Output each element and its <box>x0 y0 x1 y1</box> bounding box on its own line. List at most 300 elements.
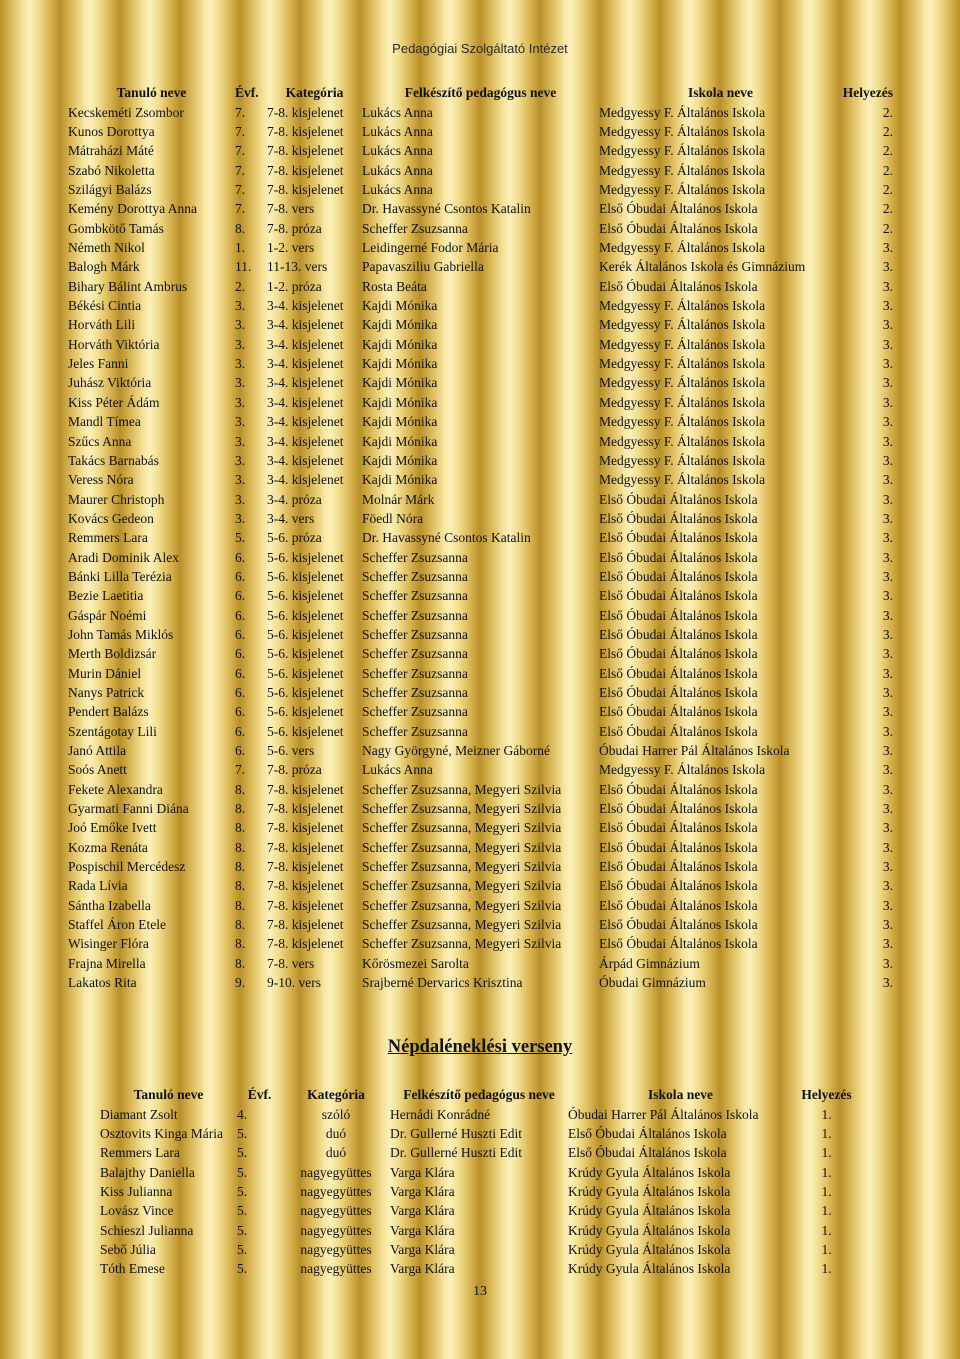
col-header-school: Iskola neve <box>648 1087 713 1102</box>
grade-cell: 7. <box>235 762 246 778</box>
teacher-cell: Dr. Havassyné Csontos Katalin <box>362 530 531 546</box>
teacher-cell: Föedl Nóra <box>362 510 424 526</box>
grade-cell: 5. <box>237 1203 248 1219</box>
grade-cell: 11. <box>235 259 252 275</box>
table-row <box>68 780 893 799</box>
student-name-cell: John Tamás Miklós <box>68 626 174 642</box>
school-cell: Medgyessy F. Általános Iskola <box>599 162 766 178</box>
category-cell: nagyegyüttes <box>300 1242 372 1258</box>
rank-cell: 2. <box>882 182 893 198</box>
teacher-cell: Scheffer Zsuzsanna, Megyeri Szilvia <box>362 839 562 855</box>
school-cell: Óbudai Harrer Pál Általános Iskola <box>599 743 790 759</box>
rank-cell: 3. <box>882 704 893 720</box>
table-row <box>68 219 893 238</box>
table-row <box>68 529 893 548</box>
table-row <box>68 857 893 876</box>
rank-cell: 3. <box>882 878 893 894</box>
grade-cell: 8. <box>235 220 246 236</box>
col-header-rank: Helyezés <box>842 85 893 100</box>
school-cell: Medgyessy F. Általános Iskola <box>599 317 766 333</box>
school-cell: Krúdy Gyula Általános Iskola <box>568 1203 731 1219</box>
teacher-cell: Kajdi Mónika <box>362 356 438 372</box>
table-row <box>68 973 893 992</box>
rank-cell: 3. <box>882 336 893 352</box>
school-cell: Első Óbudai Általános Iskola <box>599 839 758 855</box>
grade-cell: 3. <box>235 433 246 449</box>
student-name-cell: Szűcs Anna <box>68 433 132 449</box>
category-cell: 3-4. vers <box>267 510 315 526</box>
teacher-cell: Papavasziliu Gabriella <box>362 259 484 275</box>
rank-cell: 3. <box>882 975 893 991</box>
student-name-cell: Soós Anett <box>68 762 127 778</box>
school-cell: Medgyessy F. Általános Iskola <box>599 414 766 430</box>
rank-cell: 3. <box>882 936 893 952</box>
category-cell: 3-4. kisjelenet <box>267 356 344 372</box>
student-name-cell: Szentágotay Lili <box>68 723 157 739</box>
category-cell: 5-6. kisjelenet <box>267 684 344 700</box>
rank-cell: 3. <box>882 723 893 739</box>
school-cell: Krúdy Gyula Általános Iskola <box>568 1164 731 1180</box>
category-cell: 5-6. kisjelenet <box>267 665 344 681</box>
student-name-cell: Wisinger Flóra <box>68 936 149 952</box>
school-cell: Első Óbudai Általános Iskola <box>599 897 758 913</box>
teacher-cell: Kajdi Mónika <box>362 317 438 333</box>
category-cell: 7-8. vers <box>267 201 315 217</box>
table-row <box>68 509 893 528</box>
rank-cell: 3. <box>882 588 893 604</box>
student-name-cell: Rada Lívia <box>68 878 128 894</box>
grade-cell: 5. <box>237 1126 248 1142</box>
rank-cell: 1. <box>821 1164 832 1180</box>
school-cell: Első Óbudai Általános Iskola <box>599 530 758 546</box>
student-name-cell: Bihary Bálint Ambrus <box>68 278 188 294</box>
school-cell: Első Óbudai Általános Iskola <box>599 801 758 817</box>
school-cell: Első Óbudai Általános Iskola <box>599 665 758 681</box>
rank-cell: 3. <box>882 414 893 430</box>
col-header-teacher: Felkészítő pedagógus neve <box>404 85 557 100</box>
table-row <box>68 838 893 857</box>
teacher-cell: Scheffer Zsuzsanna <box>362 568 468 584</box>
rank-cell: 3. <box>882 955 893 971</box>
student-name-cell: Lovász Vince <box>100 1203 174 1219</box>
school-cell: Első Óbudai Általános Iskola <box>599 568 758 584</box>
teacher-cell: Hernádi Konrádné <box>390 1106 491 1122</box>
rank-cell: 1. <box>821 1203 832 1219</box>
student-name-cell: Bánki Lilla Terézia <box>68 568 172 584</box>
table-row <box>68 354 893 373</box>
grade-cell: 6. <box>235 588 246 604</box>
teacher-cell: Kajdi Mónika <box>362 394 438 410</box>
category-cell: 3-4. próza <box>267 491 322 507</box>
category-cell: 5-6. kisjelenet <box>267 549 344 565</box>
category-cell: 3-4. kisjelenet <box>267 375 344 391</box>
teacher-cell: Scheffer Zsuzsanna, Megyeri Szilvia <box>362 859 562 875</box>
teacher-cell: Scheffer Zsuzsanna <box>362 684 468 700</box>
student-name-cell: Mandl Tímea <box>68 414 141 430</box>
school-cell: Krúdy Gyula Általános Iskola <box>568 1184 731 1200</box>
page-header: Pedagógiai Szolgáltató Intézet <box>392 41 568 56</box>
category-cell: duó <box>325 1126 347 1142</box>
student-name-cell: Veress Nóra <box>68 472 134 488</box>
table-row <box>68 587 893 606</box>
rank-cell: 2. <box>882 220 893 236</box>
rank-cell: 3. <box>882 859 893 875</box>
table-row <box>68 915 893 934</box>
teacher-cell: Kajdi Mónika <box>362 414 438 430</box>
col-header-category: Kategória <box>285 85 344 100</box>
category-cell: 7-8. kisjelenet <box>267 781 344 797</box>
table-row <box>68 335 893 354</box>
table-row <box>68 703 893 722</box>
teacher-cell: Kajdi Mónika <box>362 375 438 391</box>
student-name-cell: Staffel Áron Etele <box>68 917 166 933</box>
category-cell: nagyegyüttes <box>300 1203 372 1219</box>
grade-cell: 8. <box>235 859 246 875</box>
category-cell: 7-8. kisjelenet <box>267 104 344 120</box>
teacher-cell: Lukács Anna <box>362 182 433 198</box>
teacher-cell: Scheffer Zsuzsanna <box>362 704 468 720</box>
category-cell: 7-8. kisjelenet <box>267 936 344 952</box>
student-name-cell: Békési Cintia <box>68 298 142 314</box>
grade-cell: 3. <box>235 510 246 526</box>
table-row <box>68 683 893 702</box>
rank-cell: 2. <box>882 124 893 140</box>
table-row <box>68 432 893 451</box>
col-header-school: Iskola neve <box>688 85 753 100</box>
grade-cell: 3. <box>235 298 246 314</box>
category-cell: 3-4. kisjelenet <box>267 414 344 430</box>
school-cell: Első Óbudai Általános Iskola <box>599 607 758 623</box>
rank-cell: 2. <box>882 162 893 178</box>
school-cell: Medgyessy F. Általános Iskola <box>599 143 766 159</box>
student-name-cell: Fekete Alexandra <box>68 781 163 797</box>
category-cell: 3-4. kisjelenet <box>267 336 344 352</box>
rank-cell: 3. <box>882 820 893 836</box>
rank-cell: 3. <box>882 839 893 855</box>
category-cell: 7-8. kisjelenet <box>267 897 344 913</box>
grade-cell: 5. <box>237 1184 248 1200</box>
student-name-cell: Juhász Viktória <box>68 375 152 391</box>
table-row <box>100 1105 860 1124</box>
category-cell: nagyegyüttes <box>300 1222 372 1238</box>
rank-cell: 3. <box>882 375 893 391</box>
teacher-cell: Kőrösmezei Sarolta <box>362 955 469 971</box>
grade-cell: 3. <box>235 394 246 410</box>
grade-cell: 5. <box>235 530 246 546</box>
rank-cell: 3. <box>882 801 893 817</box>
table-row <box>68 161 893 180</box>
table-row <box>68 548 893 567</box>
school-cell: Első Óbudai Általános Iskola <box>599 781 758 797</box>
student-name-cell: Kecskeméti Zsombor <box>68 104 184 120</box>
grade-cell: 6. <box>235 549 246 565</box>
folk-results-table <box>100 1085 860 1279</box>
category-cell: 3-4. kisjelenet <box>267 394 344 410</box>
category-cell: nagyegyüttes <box>300 1261 372 1277</box>
teacher-cell: Kajdi Mónika <box>362 298 438 314</box>
rank-cell: 1. <box>821 1145 832 1161</box>
rank-cell: 1. <box>821 1222 832 1238</box>
student-name-cell: Kovács Gedeon <box>68 510 154 526</box>
grade-cell: 3. <box>235 375 246 391</box>
teacher-cell: Scheffer Zsuzsanna, Megyeri Szilvia <box>362 878 562 894</box>
teacher-cell: Dr. Gullerné Huszti Edit <box>390 1145 522 1161</box>
student-name-cell: Szabó Nikoletta <box>68 162 155 178</box>
rank-cell: 3. <box>882 781 893 797</box>
grade-cell: 6. <box>235 607 246 623</box>
teacher-cell: Kajdi Mónika <box>362 433 438 449</box>
category-cell: 7-8. kisjelenet <box>267 801 344 817</box>
grade-cell: 8. <box>235 955 246 971</box>
category-cell: 7-8. kisjelenet <box>267 182 344 198</box>
grade-cell: 5. <box>237 1242 248 1258</box>
rank-cell: 3. <box>882 240 893 256</box>
rank-cell: 3. <box>882 646 893 662</box>
school-cell: Első Óbudai Általános Iskola <box>599 684 758 700</box>
grade-cell: 8. <box>235 820 246 836</box>
school-cell: Első Óbudai Általános Iskola <box>599 549 758 565</box>
grade-cell: 3. <box>235 317 246 333</box>
grade-cell: 3. <box>235 472 246 488</box>
teacher-cell: Varga Klára <box>390 1222 455 1238</box>
rank-cell: 2. <box>882 143 893 159</box>
table-row <box>68 567 893 586</box>
teacher-cell: Scheffer Zsuzsanna, Megyeri Szilvia <box>362 897 562 913</box>
table-row <box>100 1163 860 1182</box>
grade-cell: 3. <box>235 356 246 372</box>
rank-cell: 3. <box>882 626 893 642</box>
grade-cell: 8. <box>235 878 246 894</box>
table-row <box>68 451 893 470</box>
category-cell: 1-2. próza <box>267 278 322 294</box>
category-cell: 5-6. kisjelenet <box>267 607 344 623</box>
col-header-grade: Évf. <box>235 85 259 100</box>
teacher-cell: Varga Klára <box>390 1164 455 1180</box>
rank-cell: 3. <box>882 897 893 913</box>
student-name-cell: Kiss Julianna <box>100 1184 173 1200</box>
grade-cell: 8. <box>235 917 246 933</box>
grade-cell: 6. <box>235 723 246 739</box>
category-cell: 7-8. kisjelenet <box>267 162 344 178</box>
teacher-cell: Kajdi Mónika <box>362 472 438 488</box>
table-row <box>100 1144 860 1163</box>
student-name-cell: Balogh Márk <box>68 259 140 275</box>
grade-cell: 3. <box>235 491 246 507</box>
category-cell: 9-10. vers <box>267 975 321 991</box>
rank-cell: 3. <box>882 549 893 565</box>
student-name-cell: Schieszl Julianna <box>100 1222 194 1238</box>
table-header-row <box>68 83 893 103</box>
results-table <box>68 83 893 993</box>
grade-cell: 7. <box>235 162 246 178</box>
teacher-cell: Nagy Györgyné, Meizner Gáborné <box>362 743 550 759</box>
grade-cell: 8. <box>235 781 246 797</box>
rank-cell: 3. <box>882 317 893 333</box>
grade-cell: 4. <box>237 1106 248 1122</box>
category-cell: nagyegyüttes <box>300 1164 372 1180</box>
teacher-cell: Kajdi Mónika <box>362 336 438 352</box>
grade-cell: 6. <box>235 704 246 720</box>
grade-cell: 6. <box>235 626 246 642</box>
category-cell: 3-4. kisjelenet <box>267 317 344 333</box>
school-cell: Medgyessy F. Általános Iskola <box>599 762 766 778</box>
rank-cell: 3. <box>882 665 893 681</box>
grade-cell: 1. <box>235 240 246 256</box>
student-name-cell: Mátraházi Máté <box>68 143 154 159</box>
table-row <box>68 625 893 644</box>
school-cell: Első Óbudai Általános Iskola <box>599 588 758 604</box>
teacher-cell: Varga Klára <box>390 1184 455 1200</box>
student-name-cell: Remmers Lara <box>100 1145 180 1161</box>
table-row <box>68 606 893 625</box>
table-row <box>68 761 893 780</box>
col-header-teacher: Felkészítő pedagógus neve <box>403 1087 555 1102</box>
student-name-cell: Jeles Fanni <box>68 356 129 372</box>
school-cell: Első Óbudai Általános Iskola <box>599 491 758 507</box>
table-row <box>68 413 893 432</box>
school-cell: Medgyessy F. Általános Iskola <box>599 104 766 120</box>
teacher-cell: Scheffer Zsuzsanna <box>362 665 468 681</box>
rank-cell: 3. <box>882 491 893 507</box>
student-name-cell: Horváth Viktória <box>68 336 160 352</box>
school-cell: Medgyessy F. Általános Iskola <box>599 336 766 352</box>
school-cell: Medgyessy F. Általános Iskola <box>599 240 766 256</box>
table-row <box>68 296 893 315</box>
grade-cell: 7. <box>235 124 246 140</box>
school-cell: Medgyessy F. Általános Iskola <box>599 433 766 449</box>
table-row <box>100 1260 860 1279</box>
student-name-cell: Gáspár Noémi <box>68 607 147 623</box>
category-cell: 7-8. kisjelenet <box>267 143 344 159</box>
grade-cell: 2. <box>235 278 246 294</box>
student-name-cell: Kozma Renáta <box>68 839 148 855</box>
grade-cell: 6. <box>235 743 246 759</box>
table-row <box>100 1221 860 1240</box>
rank-cell: 1. <box>821 1184 832 1200</box>
category-cell: 5-6. vers <box>267 743 315 759</box>
table-row <box>68 471 893 490</box>
school-cell: Medgyessy F. Általános Iskola <box>599 472 766 488</box>
teacher-cell: Scheffer Zsuzsanna <box>362 626 468 642</box>
table-row <box>68 490 893 509</box>
category-cell: 5-6. kisjelenet <box>267 723 344 739</box>
grade-cell: 8. <box>235 839 246 855</box>
school-cell: Medgyessy F. Általános Iskola <box>599 356 766 372</box>
student-name-cell: Takács Barnabás <box>68 452 159 468</box>
table-row <box>68 722 893 741</box>
table-row <box>68 896 893 915</box>
teacher-cell: Scheffer Zsuzsanna <box>362 588 468 604</box>
teacher-cell: Scheffer Zsuzsanna <box>362 607 468 623</box>
table-row <box>100 1182 860 1201</box>
rank-cell: 3. <box>882 684 893 700</box>
teacher-cell: Scheffer Zsuzsanna, Megyeri Szilvia <box>362 781 562 797</box>
student-name-cell: Gombkötő Tamás <box>68 220 164 236</box>
teacher-cell: Dr. Havassyné Csontos Katalin <box>362 201 531 217</box>
school-cell: Óbudai Gimnázium <box>599 975 706 991</box>
school-cell: Első Óbudai Általános Iskola <box>599 878 758 894</box>
table-row <box>68 819 893 838</box>
student-name-cell: Sántha Izabella <box>68 897 151 913</box>
teacher-cell: Scheffer Zsuzsanna <box>362 220 468 236</box>
grade-cell: 8. <box>235 801 246 817</box>
rank-cell: 3. <box>882 762 893 778</box>
school-cell: Medgyessy F. Általános Iskola <box>599 452 766 468</box>
student-name-cell: Lakatos Rita <box>68 975 137 991</box>
category-cell: nagyegyüttes <box>300 1184 372 1200</box>
teacher-cell: Rosta Beáta <box>362 278 427 294</box>
student-name-cell: Kunos Dorottya <box>68 124 155 140</box>
category-cell: 7-8. kisjelenet <box>267 917 344 933</box>
grade-cell: 8. <box>235 936 246 952</box>
grade-cell: 3. <box>235 414 246 430</box>
table-row <box>68 200 893 219</box>
table-row <box>68 374 893 393</box>
rank-cell: 3. <box>882 510 893 526</box>
category-cell: 5-6. kisjelenet <box>267 626 344 642</box>
school-cell: Első Óbudai Általános Iskola <box>599 510 758 526</box>
rank-cell: 2. <box>882 104 893 120</box>
col-header-grade: Évf. <box>247 1087 272 1102</box>
col-header-name: Tanuló neve <box>116 85 187 100</box>
school-cell: Első Óbudai Általános Iskola <box>599 278 758 294</box>
grade-cell: 6. <box>235 665 246 681</box>
category-cell: 7-8. kisjelenet <box>267 820 344 836</box>
student-name-cell: Pospischil Mercédesz <box>68 859 186 875</box>
rank-cell: 3. <box>882 607 893 623</box>
school-cell: Első Óbudai Általános Iskola <box>599 201 758 217</box>
table-row <box>68 316 893 335</box>
category-cell: 7-8. próza <box>267 762 322 778</box>
teacher-cell: Lukács Anna <box>362 762 433 778</box>
rank-cell: 1. <box>821 1106 832 1122</box>
school-cell: Árpád Gimnázium <box>599 955 700 971</box>
col-header-name: Tanuló neve <box>133 1087 204 1102</box>
student-name-cell: Tóth Emese <box>100 1261 165 1277</box>
grade-cell: 7. <box>235 143 246 159</box>
grade-cell: 9. <box>235 975 246 991</box>
school-cell: Medgyessy F. Általános Iskola <box>599 394 766 410</box>
student-name-cell: Horváth Lili <box>68 317 136 333</box>
category-cell: 7-8. próza <box>267 220 322 236</box>
teacher-cell: Lukács Anna <box>362 124 433 140</box>
grade-cell: 5. <box>237 1261 248 1277</box>
student-name-cell: Bezie Laetitia <box>68 588 144 604</box>
student-name-cell: Merth Boldizsár <box>68 646 157 662</box>
grade-cell: 7. <box>235 182 246 198</box>
school-cell: Kerék Általános Iskola és Gimnázium <box>599 259 806 275</box>
grade-cell: 5. <box>237 1164 248 1180</box>
table-row <box>68 935 893 954</box>
category-cell: 11-13. vers <box>267 259 328 275</box>
rank-cell: 2. <box>882 201 893 217</box>
school-cell: Medgyessy F. Általános Iskola <box>599 124 766 140</box>
teacher-cell: Varga Klára <box>390 1261 455 1277</box>
grade-cell: 3. <box>235 336 246 352</box>
teacher-cell: Scheffer Zsuzsanna, Megyeri Szilvia <box>362 936 562 952</box>
page-number: 13 <box>473 1284 487 1299</box>
student-name-cell: Maurer Christoph <box>68 491 165 507</box>
table-row <box>68 645 893 664</box>
table-row <box>68 258 893 277</box>
student-name-cell: Murin Dániel <box>68 665 142 681</box>
table-row <box>68 877 893 896</box>
table-row <box>68 122 893 141</box>
rank-cell: 1. <box>821 1242 832 1258</box>
student-name-cell: Frajna Mirella <box>68 955 146 971</box>
grade-cell: 7. <box>235 104 246 120</box>
category-cell: 7-8. kisjelenet <box>267 878 344 894</box>
